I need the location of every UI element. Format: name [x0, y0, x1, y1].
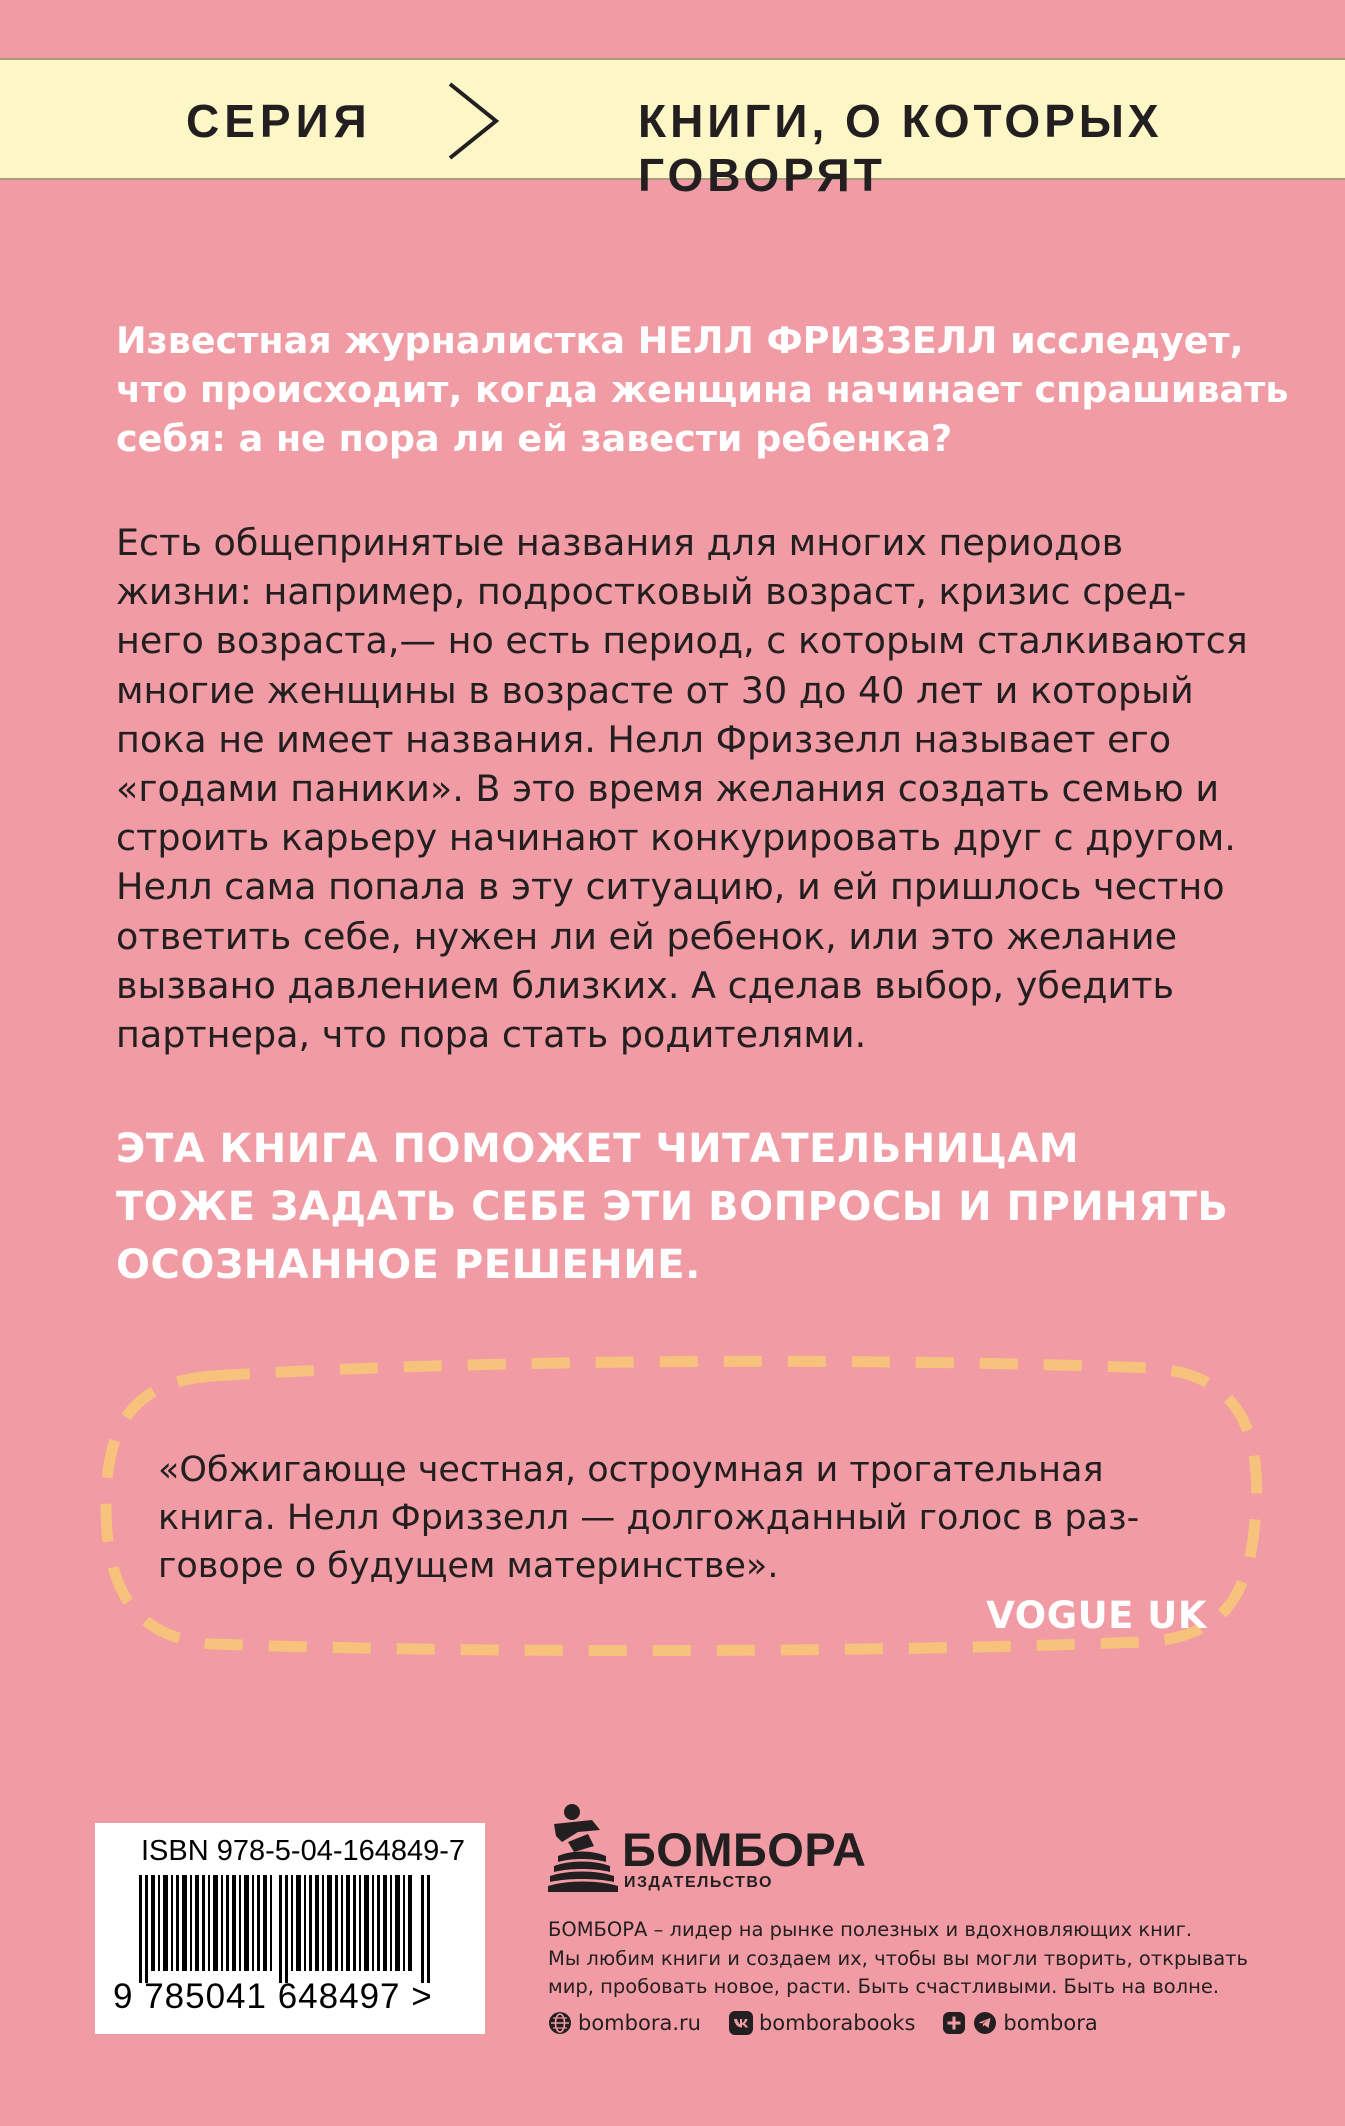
intro-paragraph [116, 316, 1289, 463]
social-vk-label: bomborabooks [758, 2011, 916, 2035]
body-line: Нелл сама попала в эту ситуацию, и ей пришлось честно [116, 865, 1225, 909]
publisher-description-line: БОМБОРА – лидер на рынке полезных и вдохновляющих книг. [548, 1918, 1193, 1941]
quote-line: «Обжигающе честная, остроумная и трогательная [158, 1450, 1104, 1490]
body-line: него возраста,— но есть период, с которым сталкиваются [116, 619, 1248, 663]
barcode-digits: 9 785041 648497 > [113, 1977, 433, 2016]
social-website[interactable] [548, 2011, 701, 2035]
publisher-description [548, 1916, 1288, 2002]
publisher-subtitle: ИЗДАТЕЛЬСТВО [624, 1874, 773, 1891]
quote-line: книга. Нелл Фриззелл — долгожданный голос в раз- [158, 1498, 1140, 1538]
plus-icon [943, 2012, 965, 2034]
body-line: строить карьеру начинают конкурировать друг с другом. [116, 816, 1236, 860]
body-line: жизни: например, подростковый возраст, кризис сред- [116, 570, 1187, 614]
body-line: «годами паники». В это время желания создать семью и [116, 767, 1220, 811]
chevron-right-icon [446, 80, 502, 162]
social-telegram[interactable] [943, 2011, 1097, 2035]
callout-line: ОСОЗНАННОЕ РЕШЕНИЕ. [116, 1242, 701, 1288]
series-name: КНИГИ, О КОТОРЫХ ГОВОРЯТ [638, 95, 1163, 201]
barcode-icon [139, 1875, 435, 1983]
social-website-label: bombora.ru [578, 2011, 701, 2035]
globe-icon [548, 2011, 572, 2035]
bombora-logo-icon [548, 1802, 620, 1894]
social-telegram-label: bombora [1003, 2011, 1098, 2035]
callout-line: ЭТА КНИГА ПОМОЖЕТ ЧИТАТЕЛЬНИЦАМ [116, 1126, 1080, 1172]
intro-line: себя: а не пора ли ей завести ребенка? [116, 417, 953, 460]
quote-source: VOGUE UK [986, 1594, 1207, 1637]
quote-line: говоре о будущем материнстве». [158, 1546, 779, 1586]
callout-paragraph [116, 1120, 1246, 1294]
body-line: партнера, что пора стать родителями. [116, 1013, 867, 1057]
isbn-label: ISBN 978-5-04-164849-7 [141, 1835, 466, 1867]
quote-text [158, 1446, 1218, 1590]
body-line: Есть общепринятые названия для многих периодов [116, 521, 1124, 564]
publisher-name: БОМБОРА [622, 1823, 867, 1876]
body-line: ответить себе, нужен ли ей ребенок, или это желание [116, 914, 1178, 958]
publisher-description-line: Мы любим книги и создаем их, чтобы вы могли творить, открывать [548, 1946, 1249, 1970]
barcode-box [95, 1823, 485, 2034]
body-line: пока не имеет названия. Нелл Фриззелл называет его [116, 717, 1172, 761]
social-vk[interactable] [729, 2011, 915, 2035]
publisher-socials [548, 2008, 1126, 2038]
callout-line: ТОЖЕ ЗАДАТЬ СЕБЕ ЭТИ ВОПРОСЫ И ПРИНЯТЬ [116, 1184, 1229, 1230]
vk-icon [729, 2011, 753, 2035]
intro-line: Известная журналистка НЕЛЛ ФРИЗЗЕЛЛ исследует, [116, 319, 1244, 362]
series-label: СЕРИЯ [186, 95, 372, 147]
body-paragraph [116, 518, 1246, 1059]
telegram-icon [973, 2011, 997, 2035]
body-line: вызвано давлением близких. А сделав выбор, убедить [116, 963, 1175, 1007]
series-bar [0, 58, 1345, 201]
body-line: многие женщины в возрасте от 30 до 40 лет и который [116, 668, 1194, 712]
intro-line: что происходит, когда женщина начинает спрашивать [116, 368, 1289, 411]
publisher-description-line: мир, пробовать новое, расти. Быть счастливыми. Быть на волне. [548, 1975, 1220, 1998]
